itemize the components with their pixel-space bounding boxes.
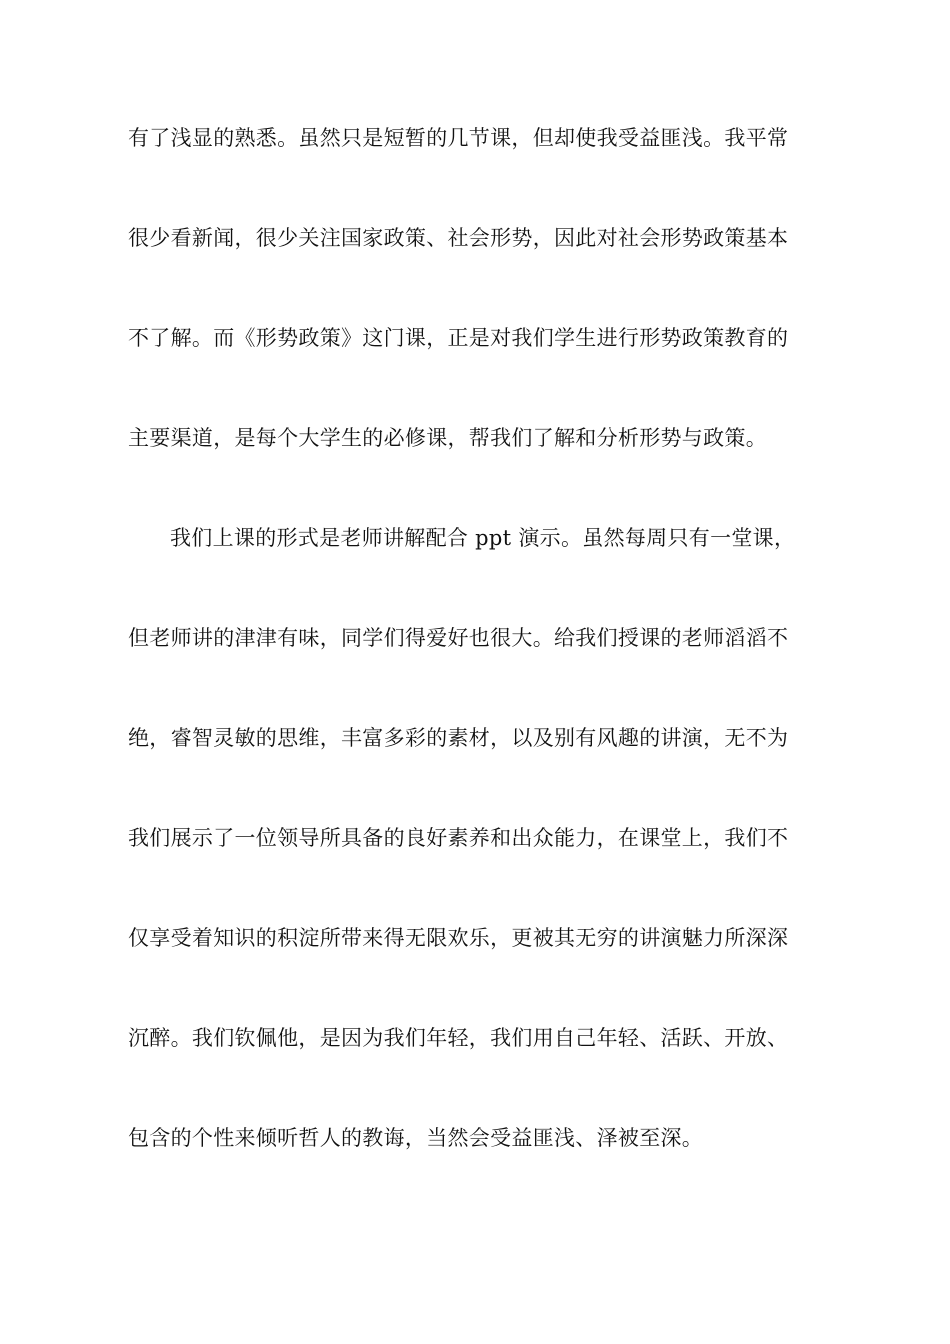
- paragraph-1-line-3: 不了解。而《形势政策》这门课，正是对我们学生进行形势政策教育的: [128, 326, 789, 350]
- paragraph-2-line-4: 我们展示了一位领导所具备的良好素养和出众能力，在课堂上，我们不: [128, 826, 789, 850]
- paragraph-2-line-3: 绝，睿智灵敏的思维，丰富多彩的素材，以及别有风趣的讲演，无不为: [128, 726, 789, 750]
- paragraph-1-line-2: 很少看新闻，很少关注国家政策、社会形势，因此对社会形势政策基本: [128, 226, 789, 250]
- paragraph-2-line-1: 我们上课的形式是老师讲解配合 ppt 演示。虽然每周只有一堂课，: [170, 526, 796, 550]
- paragraph-1-line-4: 主要渠道，是每个大学生的必修课，帮我们了解和分析形势与政策。: [128, 426, 767, 450]
- paragraph-1-line-1: 有了浅显的熟悉。虽然只是短暂的几节课，但却使我受益匪浅。我平常: [128, 126, 789, 150]
- paragraph-2-line-6: 沉醉。我们钦佩他，是因为我们年轻，我们用自己年轻、活跃、开放、: [128, 1026, 789, 1050]
- paragraph-2-line-7: 包含的个性来倾听哲人的教诲，当然会受益匪浅、泽被至深。: [128, 1126, 704, 1150]
- paragraph-2-line-2: 但老师讲的津津有味，同学们得爱好也很大。给我们授课的老师滔滔不: [128, 626, 789, 650]
- paragraph-2-line-5: 仅享受着知识的积淀所带来得无限欢乐，更被其无穷的讲演魅力所深深: [128, 926, 789, 950]
